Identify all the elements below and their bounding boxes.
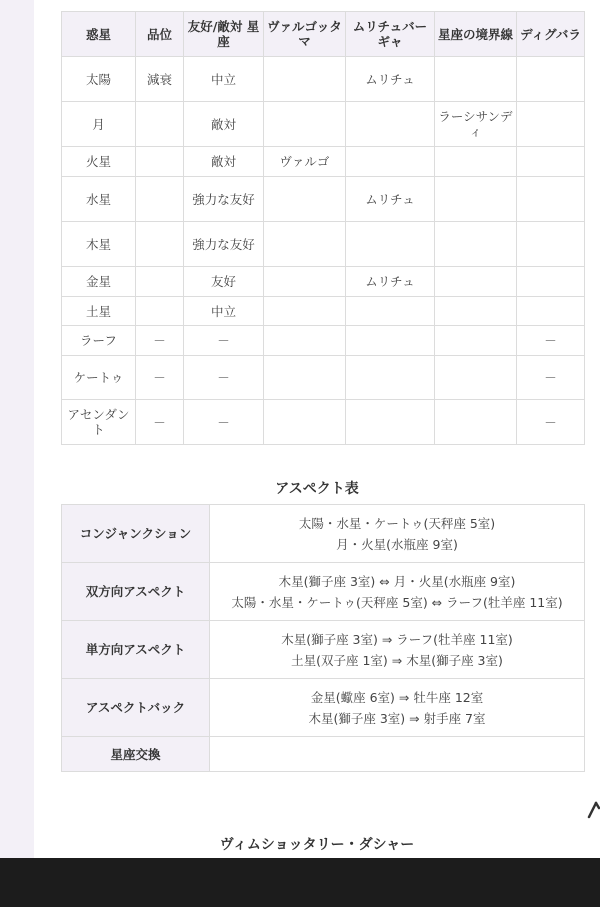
aspect-value-cell	[210, 679, 585, 737]
mrityu-cell: ムリチュ	[346, 57, 435, 102]
aspect-value-cell	[210, 505, 585, 563]
dignity-cell: 減衰	[136, 57, 184, 102]
aspect-value-cell	[210, 737, 585, 772]
planet-cell: ラーフ	[62, 326, 136, 356]
aspect-line: 金星(蠍座 6室) ⇒ 牡牛座 12室	[310, 689, 484, 705]
table-row	[62, 356, 585, 400]
border-cell	[435, 267, 517, 297]
aspect-label-mutual: 双方向アスペクト	[62, 563, 210, 621]
vargottama-cell	[264, 400, 346, 445]
mrityu-cell	[346, 102, 435, 147]
border-cell	[435, 147, 517, 177]
dignity-cell	[136, 147, 184, 177]
article-content	[34, 0, 600, 858]
table-row	[62, 102, 585, 147]
left-margin-strip	[0, 0, 34, 858]
table-row	[62, 222, 585, 267]
mrityu-cell	[346, 326, 435, 356]
table-row	[62, 267, 585, 297]
dasha-section-title: ヴィムショッタリー・ダシャー	[219, 837, 415, 853]
dignity-cell	[136, 267, 184, 297]
digbala-cell: －	[517, 400, 585, 445]
planet-cell: 月	[62, 102, 136, 147]
header-vargottama: ヴァルゴッタマ	[264, 12, 346, 57]
relation-cell: －	[184, 326, 264, 356]
digbala-cell: －	[517, 356, 585, 400]
table-row	[62, 57, 585, 102]
table-row	[62, 326, 585, 356]
header-planet: 惑星	[62, 12, 136, 57]
border-cell	[435, 326, 517, 356]
dignity-cell	[136, 102, 184, 147]
relation-cell: 中立	[184, 297, 264, 326]
planet-table-header-row	[62, 12, 585, 57]
relation-cell: 友好	[184, 267, 264, 297]
table-row	[62, 737, 585, 772]
aspect-line: 太陽・水星・ケートゥ(天秤座 5室)	[298, 515, 496, 531]
header-relation: 友好/敵対 星座	[184, 12, 264, 57]
table-row	[62, 505, 585, 563]
aspect-line: 木星(獅子座 3室) ⇒ ラーフ(牡羊座 11室)	[281, 631, 513, 647]
planet-dignity-table	[61, 11, 585, 445]
aspect-line: 土星(双子座 1室) ⇒ 木星(獅子座 3室)	[291, 652, 503, 668]
mrityu-cell	[346, 297, 435, 326]
vargottama-cell	[264, 326, 346, 356]
aspect-label-exchange: 星座交換	[62, 737, 210, 772]
aspect-line: 月・火星(水瓶座 9室)	[336, 536, 458, 552]
mrityu-cell: ムリチュ	[346, 177, 435, 222]
table-row	[62, 679, 585, 737]
up-arrow-icon[interactable]	[586, 799, 600, 821]
border-cell	[435, 400, 517, 445]
mrityu-cell	[346, 356, 435, 400]
aspect-value-cell	[210, 621, 585, 679]
mrityu-cell	[346, 222, 435, 267]
vargottama-cell	[264, 222, 346, 267]
digbala-cell	[517, 267, 585, 297]
aspect-line: 太陽・水星・ケートゥ(天秤座 5室) ⇔ ラーフ(牡羊座 11室)	[231, 594, 563, 610]
aspect-label-oneway: 単方向アスペクト	[62, 621, 210, 679]
planet-cell: 土星	[62, 297, 136, 326]
vargottama-cell	[264, 356, 346, 400]
digbala-cell	[517, 222, 585, 267]
dignity-cell: －	[136, 400, 184, 445]
digbala-cell	[517, 177, 585, 222]
header-border: 星座の境界線	[435, 12, 517, 57]
digbala-cell: －	[517, 326, 585, 356]
relation-cell: 敵対	[184, 102, 264, 147]
bottom-navigation-bar	[0, 858, 600, 907]
planet-cell: 太陽	[62, 57, 136, 102]
table-row	[62, 400, 585, 445]
table-row	[62, 147, 585, 177]
digbala-cell	[517, 57, 585, 102]
vargottama-cell: ヴァルゴ	[264, 147, 346, 177]
vargottama-cell	[264, 177, 346, 222]
table-row	[62, 621, 585, 679]
relation-cell: 強力な友好	[184, 177, 264, 222]
planet-cell: ケートゥ	[62, 356, 136, 400]
vargottama-cell	[264, 267, 346, 297]
border-cell	[435, 57, 517, 102]
dignity-cell	[136, 177, 184, 222]
header-dignity: 品位	[136, 12, 184, 57]
digbala-cell	[517, 147, 585, 177]
relation-cell: 中立	[184, 57, 264, 102]
dignity-cell	[136, 222, 184, 267]
vargottama-cell	[264, 102, 346, 147]
relation-cell: 敵対	[184, 147, 264, 177]
planet-cell: 金星	[62, 267, 136, 297]
planet-cell: 火星	[62, 147, 136, 177]
aspect-value-cell	[210, 563, 585, 621]
relation-cell: －	[184, 400, 264, 445]
border-cell	[435, 356, 517, 400]
aspect-table	[61, 504, 585, 772]
aspect-label-back: アスペクトバック	[62, 679, 210, 737]
border-cell	[435, 297, 517, 326]
dignity-cell	[136, 297, 184, 326]
header-digbala: ディグバラ	[517, 12, 585, 57]
relation-cell: 強力な友好	[184, 222, 264, 267]
mrityu-cell: ムリチュ	[346, 267, 435, 297]
header-mrityu: ムリチュバーギャ	[346, 12, 435, 57]
planet-cell: 木星	[62, 222, 136, 267]
dignity-cell: －	[136, 326, 184, 356]
digbala-cell	[517, 102, 585, 147]
relation-cell: －	[184, 356, 264, 400]
aspect-line: 木星(獅子座 3室) ⇒ 射手座 7室	[308, 710, 486, 726]
mrityu-cell	[346, 400, 435, 445]
digbala-cell	[517, 297, 585, 326]
vargottama-cell	[264, 57, 346, 102]
border-cell: ラーシサンディ	[435, 102, 517, 147]
border-cell	[435, 177, 517, 222]
table-row	[62, 563, 585, 621]
aspect-label-conjunction: コンジャンクション	[62, 505, 210, 563]
planet-cell: 水星	[62, 177, 136, 222]
border-cell	[435, 222, 517, 267]
dignity-cell: －	[136, 356, 184, 400]
table-row	[62, 297, 585, 326]
table-row	[62, 177, 585, 222]
vargottama-cell	[264, 297, 346, 326]
planet-cell: アセンダント	[62, 400, 136, 445]
aspect-line: 木星(獅子座 3室) ⇔ 月・火星(水瓶座 9室)	[278, 573, 516, 589]
mrityu-cell	[346, 147, 435, 177]
aspect-table-title: アスペクト表	[275, 481, 359, 497]
